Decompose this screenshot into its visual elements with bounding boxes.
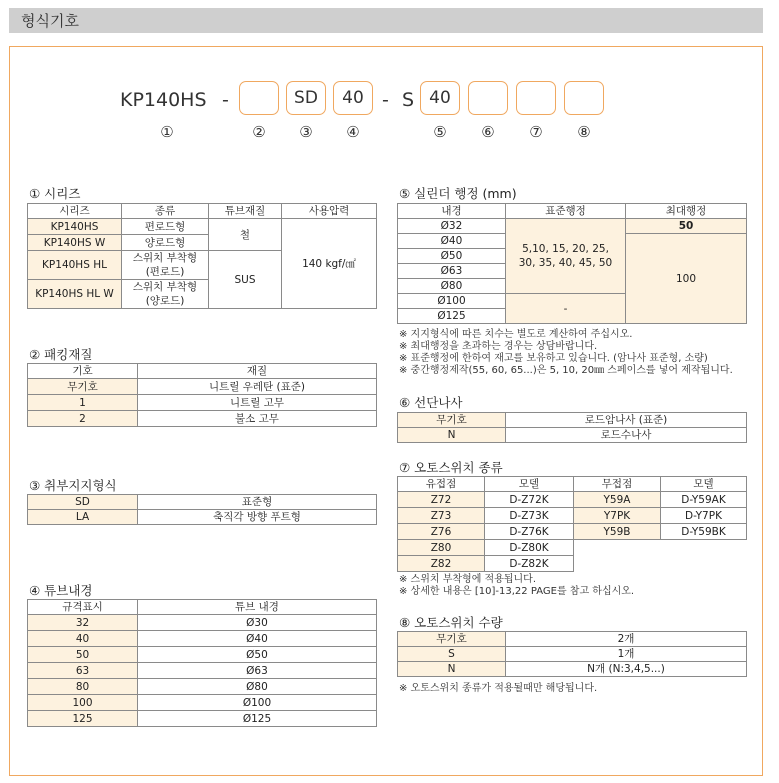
switch-header-contactless: 무접점 xyxy=(574,477,661,492)
stroke-standard-line2: 30, 35, 40, 45, 50 xyxy=(518,257,613,269)
tube-size: 32 xyxy=(28,615,138,631)
stroke-bore: Ø63 xyxy=(398,264,506,279)
tube-size: 63 xyxy=(28,663,138,679)
rod-end-desc: 로드암나사 (표준) xyxy=(506,413,747,428)
mounting-code: SD xyxy=(28,495,138,510)
switch-qty-desc: N개 (N:3,4,5...) xyxy=(506,662,747,677)
series-header-material: 튜브재질 xyxy=(209,204,282,219)
stroke-standard-values xyxy=(506,219,626,294)
tube-size: 40 xyxy=(28,631,138,647)
switch-type-table xyxy=(397,476,747,572)
switch-note: ※ 상세한 내용은 [10]-13,22 PAGE를 참고 하십시오. xyxy=(399,586,635,597)
packing-material: 니트릴 고무 xyxy=(138,395,377,411)
tube-bore: Ø125 xyxy=(138,711,377,727)
series-header-type: 종류 xyxy=(122,204,209,219)
tube-size: 100 xyxy=(28,695,138,711)
series-type-line1: 스위치 부착형 xyxy=(132,281,198,293)
switch-qty-note: ※ 오토스위치 종류가 적용될때만 해당됩니다. xyxy=(399,683,598,694)
rod-end-code: N xyxy=(398,428,506,443)
mounting-table xyxy=(27,494,377,525)
switch-model: D-Z76K xyxy=(485,524,574,540)
code-number-2: ② xyxy=(252,123,266,141)
stroke-max-50: 50 xyxy=(626,219,747,234)
tube-bore: Ø63 xyxy=(138,663,377,679)
packing-code: 2 xyxy=(28,411,138,427)
mounting-title: ③ 취부지지형식 xyxy=(29,478,117,493)
switch-model: D-Z82K xyxy=(485,556,574,572)
series-material-sus: SUS xyxy=(209,251,282,309)
mounting-desc: 축직각 방향 푸트형 xyxy=(138,510,377,525)
switch-qty-code: S xyxy=(398,647,506,662)
switch-contact: Z82 xyxy=(398,556,485,572)
switch-empty xyxy=(661,540,747,556)
series-type: 편로드형 xyxy=(122,219,209,235)
stroke-note: ※ 표준행정에 한하여 재고를 보유하고 있습니다. (암나사 표준형, 소량) xyxy=(399,353,708,364)
tube-table xyxy=(27,599,377,727)
switch-qty-desc: 1개 xyxy=(506,647,747,662)
switch-contact: Z80 xyxy=(398,540,485,556)
code-box-8 xyxy=(564,81,604,115)
packing-header-material: 재질 xyxy=(138,364,377,379)
rod-end-code: 무기호 xyxy=(398,413,506,428)
stroke-bore: Ø125 xyxy=(398,309,506,324)
switch-empty xyxy=(661,556,747,572)
packing-header-code: 기호 xyxy=(28,364,138,379)
rod-end-table xyxy=(397,412,747,443)
switch-model2: D-Y59BK xyxy=(661,524,747,540)
switch-model: D-Z73K xyxy=(485,508,574,524)
stroke-standard-none: - xyxy=(506,294,626,324)
switch-note: ※ 스위치 부착형에 적용됩니다. xyxy=(399,574,537,585)
code-box-7 xyxy=(516,81,556,115)
switch-qty-title: ⑧ 오토스위치 수량 xyxy=(399,615,503,630)
series-type-line2: (양로드) xyxy=(145,295,185,307)
code-box-4: 40 xyxy=(333,81,373,115)
series-header-series: 시리즈 xyxy=(28,204,122,219)
page-title: 형식기호 xyxy=(21,12,79,30)
stroke-header-bore: 내경 xyxy=(398,204,506,219)
code-number-1: ① xyxy=(160,123,174,141)
switch-header-contact: 유접점 xyxy=(398,477,485,492)
tube-bore: Ø30 xyxy=(138,615,377,631)
code-number-7: ⑦ xyxy=(529,123,543,141)
code-box-3: SD xyxy=(286,81,326,115)
tube-title: ④ 튜브내경 xyxy=(29,583,93,598)
mounting-desc: 표준형 xyxy=(138,495,377,510)
series-name: KP140HS W xyxy=(28,235,122,251)
code-number-4: ④ xyxy=(346,123,360,141)
switch-model2: D-Y59AK xyxy=(661,492,747,508)
tube-bore: Ø100 xyxy=(138,695,377,711)
packing-code: 1 xyxy=(28,395,138,411)
switch-qty-table xyxy=(397,631,747,677)
code-s-label: S xyxy=(402,89,415,111)
stroke-bore: Ø100 xyxy=(398,294,506,309)
series-pressure: 140 kgf/㎠ xyxy=(282,219,377,309)
code-box-6 xyxy=(468,81,508,115)
stroke-header-standard: 표준행정 xyxy=(506,204,626,219)
rod-end-title: ⑥ 선단나사 xyxy=(399,395,463,410)
code-dash-2: - xyxy=(382,89,389,111)
switch-type-title: ⑦ 오토스위치 종류 xyxy=(399,460,503,475)
code-box-2 xyxy=(239,81,279,115)
series-name: KP140HS HL W xyxy=(28,280,122,309)
stroke-note: ※ 중간행정제작(55, 60, 65...)은 5, 10, 20㎜ 스페이스를 넣어 제작됩니다. xyxy=(399,365,733,376)
rod-end-desc: 로드수나사 xyxy=(506,428,747,443)
packing-title: ② 패킹재질 xyxy=(29,347,93,362)
code-box-5: 40 xyxy=(420,81,460,115)
switch-empty xyxy=(574,540,661,556)
switch-header-model: 모델 xyxy=(485,477,574,492)
switch-contactless: Y59A xyxy=(574,492,661,508)
switch-model2: D-Y7PK xyxy=(661,508,747,524)
stroke-title: ⑤ 실린더 행정 (mm) xyxy=(399,186,517,201)
model-prefix: KP140HS xyxy=(120,89,207,111)
stroke-bore: Ø50 xyxy=(398,249,506,264)
tube-header-bore: 튜브 내경 xyxy=(138,600,377,615)
stroke-max-100: 100 xyxy=(626,234,747,324)
switch-contactless: Y59B xyxy=(574,524,661,540)
stroke-header-max: 최대행정 xyxy=(626,204,747,219)
code-number-3: ③ xyxy=(299,123,313,141)
tube-bore: Ø50 xyxy=(138,647,377,663)
code-dash-1: - xyxy=(222,89,229,111)
packing-material: 불소 고무 xyxy=(138,411,377,427)
code-number-6: ⑥ xyxy=(481,123,495,141)
switch-qty-code: N xyxy=(398,662,506,677)
switch-contact: Z72 xyxy=(398,492,485,508)
series-type-line1: 스위치 부착형 xyxy=(132,252,198,264)
series-name: KP140HS xyxy=(28,219,122,235)
tube-size: 50 xyxy=(28,647,138,663)
tube-header-size: 규격표시 xyxy=(28,600,138,615)
series-type: 양로드형 xyxy=(122,235,209,251)
stroke-table xyxy=(397,203,747,324)
series-type-line2: (편로드) xyxy=(145,266,185,278)
switch-contactless: Y7PK xyxy=(574,508,661,524)
stroke-note: ※ 최대행정을 초과하는 경우는 상담바랍니다. xyxy=(399,341,598,352)
stroke-bore: Ø80 xyxy=(398,279,506,294)
switch-header-model2: 모델 xyxy=(661,477,747,492)
switch-contact: Z76 xyxy=(398,524,485,540)
series-name: KP140HS HL xyxy=(28,251,122,280)
switch-model: D-Z72K xyxy=(485,492,574,508)
header-bar xyxy=(9,8,763,33)
stroke-bore: Ø32 xyxy=(398,219,506,234)
tube-bore: Ø80 xyxy=(138,679,377,695)
switch-contact: Z73 xyxy=(398,508,485,524)
series-header-pressure: 사용압력 xyxy=(282,204,377,219)
switch-model: D-Z80K xyxy=(485,540,574,556)
code-number-5: ⑤ xyxy=(433,123,447,141)
stroke-note: ※ 지지형식에 따른 치수는 별도로 계산하여 주십시오. xyxy=(399,329,633,340)
mounting-code: LA xyxy=(28,510,138,525)
series-type xyxy=(122,280,209,309)
series-title: ① 시리즈 xyxy=(29,186,81,201)
switch-qty-code: 무기호 xyxy=(398,632,506,647)
tube-size: 80 xyxy=(28,679,138,695)
stroke-bore: Ø40 xyxy=(398,234,506,249)
stroke-standard-line1: 5,10, 15, 20, 25, xyxy=(522,243,609,255)
tube-bore: Ø40 xyxy=(138,631,377,647)
code-number-8: ⑧ xyxy=(577,123,591,141)
series-table xyxy=(27,203,377,309)
series-material-steel: 철 xyxy=(209,219,282,251)
switch-empty xyxy=(574,556,661,572)
packing-code: 무기호 xyxy=(28,379,138,395)
tube-size: 125 xyxy=(28,711,138,727)
packing-material: 니트릴 우레탄 (표준) xyxy=(138,379,377,395)
series-type xyxy=(122,251,209,280)
switch-qty-desc: 2개 xyxy=(506,632,747,647)
packing-table xyxy=(27,363,377,427)
